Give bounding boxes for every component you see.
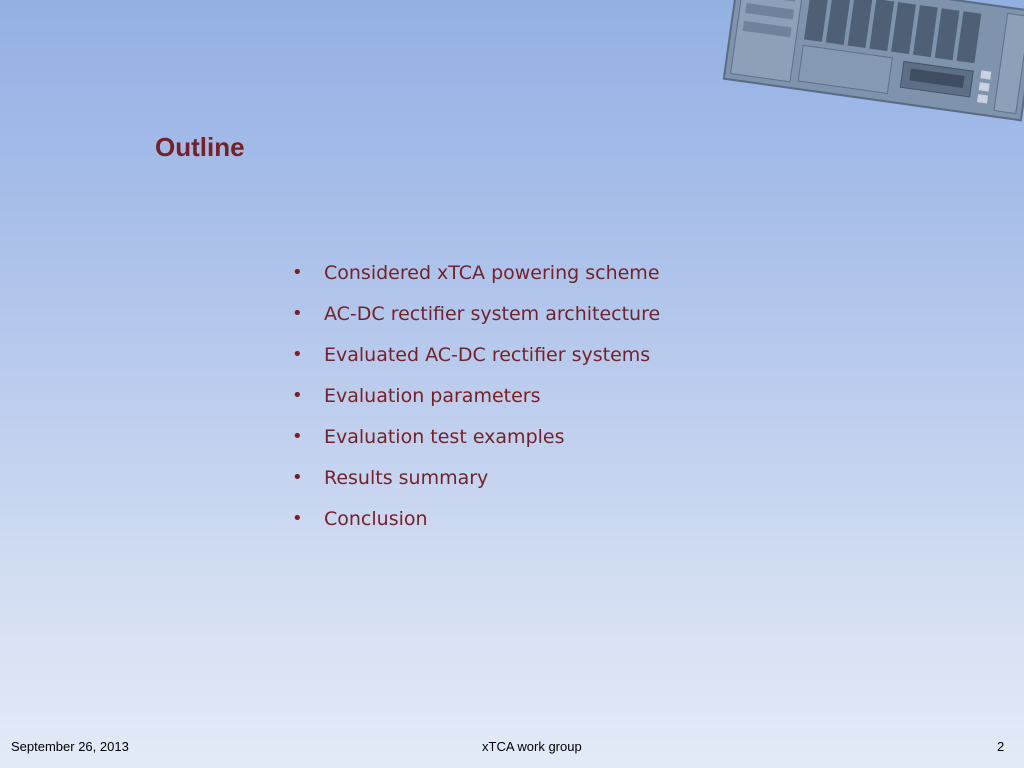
bullet-icon: •: [292, 344, 303, 365]
outline-item-text: AC-DC rectifier system architecture: [324, 302, 661, 325]
bullet-icon: •: [292, 262, 303, 283]
outline-item-text: Evaluated AC-DC rectifier systems: [324, 343, 651, 366]
outline-item-text: Conclusion: [324, 507, 428, 530]
bullet-icon: •: [292, 508, 303, 529]
bullet-icon: •: [292, 385, 303, 406]
outline-item: [292, 375, 660, 416]
outline-item-text: Considered xTCA powering scheme: [324, 261, 660, 284]
footer-date: September 26, 2013: [11, 739, 129, 754]
outline-item-text: Evaluation parameters: [324, 384, 541, 407]
rack-chassis-photo-icon: [720, 0, 1024, 130]
slide-title: Outline: [155, 132, 245, 162]
bullet-icon: •: [292, 467, 303, 488]
outline-item-text: Results summary: [324, 466, 489, 489]
bullet-icon: •: [292, 426, 303, 447]
outline-item: [292, 334, 660, 375]
bullet-icon: •: [292, 303, 303, 324]
outline-item: [292, 252, 660, 293]
outline-item-text: Evaluation test examples: [324, 425, 565, 448]
footer-group-name: xTCA work group: [482, 739, 582, 754]
page-number: 2: [997, 739, 1005, 754]
outline-item: [292, 416, 660, 457]
outline-list: [292, 252, 660, 539]
outline-item: [292, 457, 660, 498]
outline-item: [292, 293, 660, 334]
outline-item: [292, 498, 660, 539]
